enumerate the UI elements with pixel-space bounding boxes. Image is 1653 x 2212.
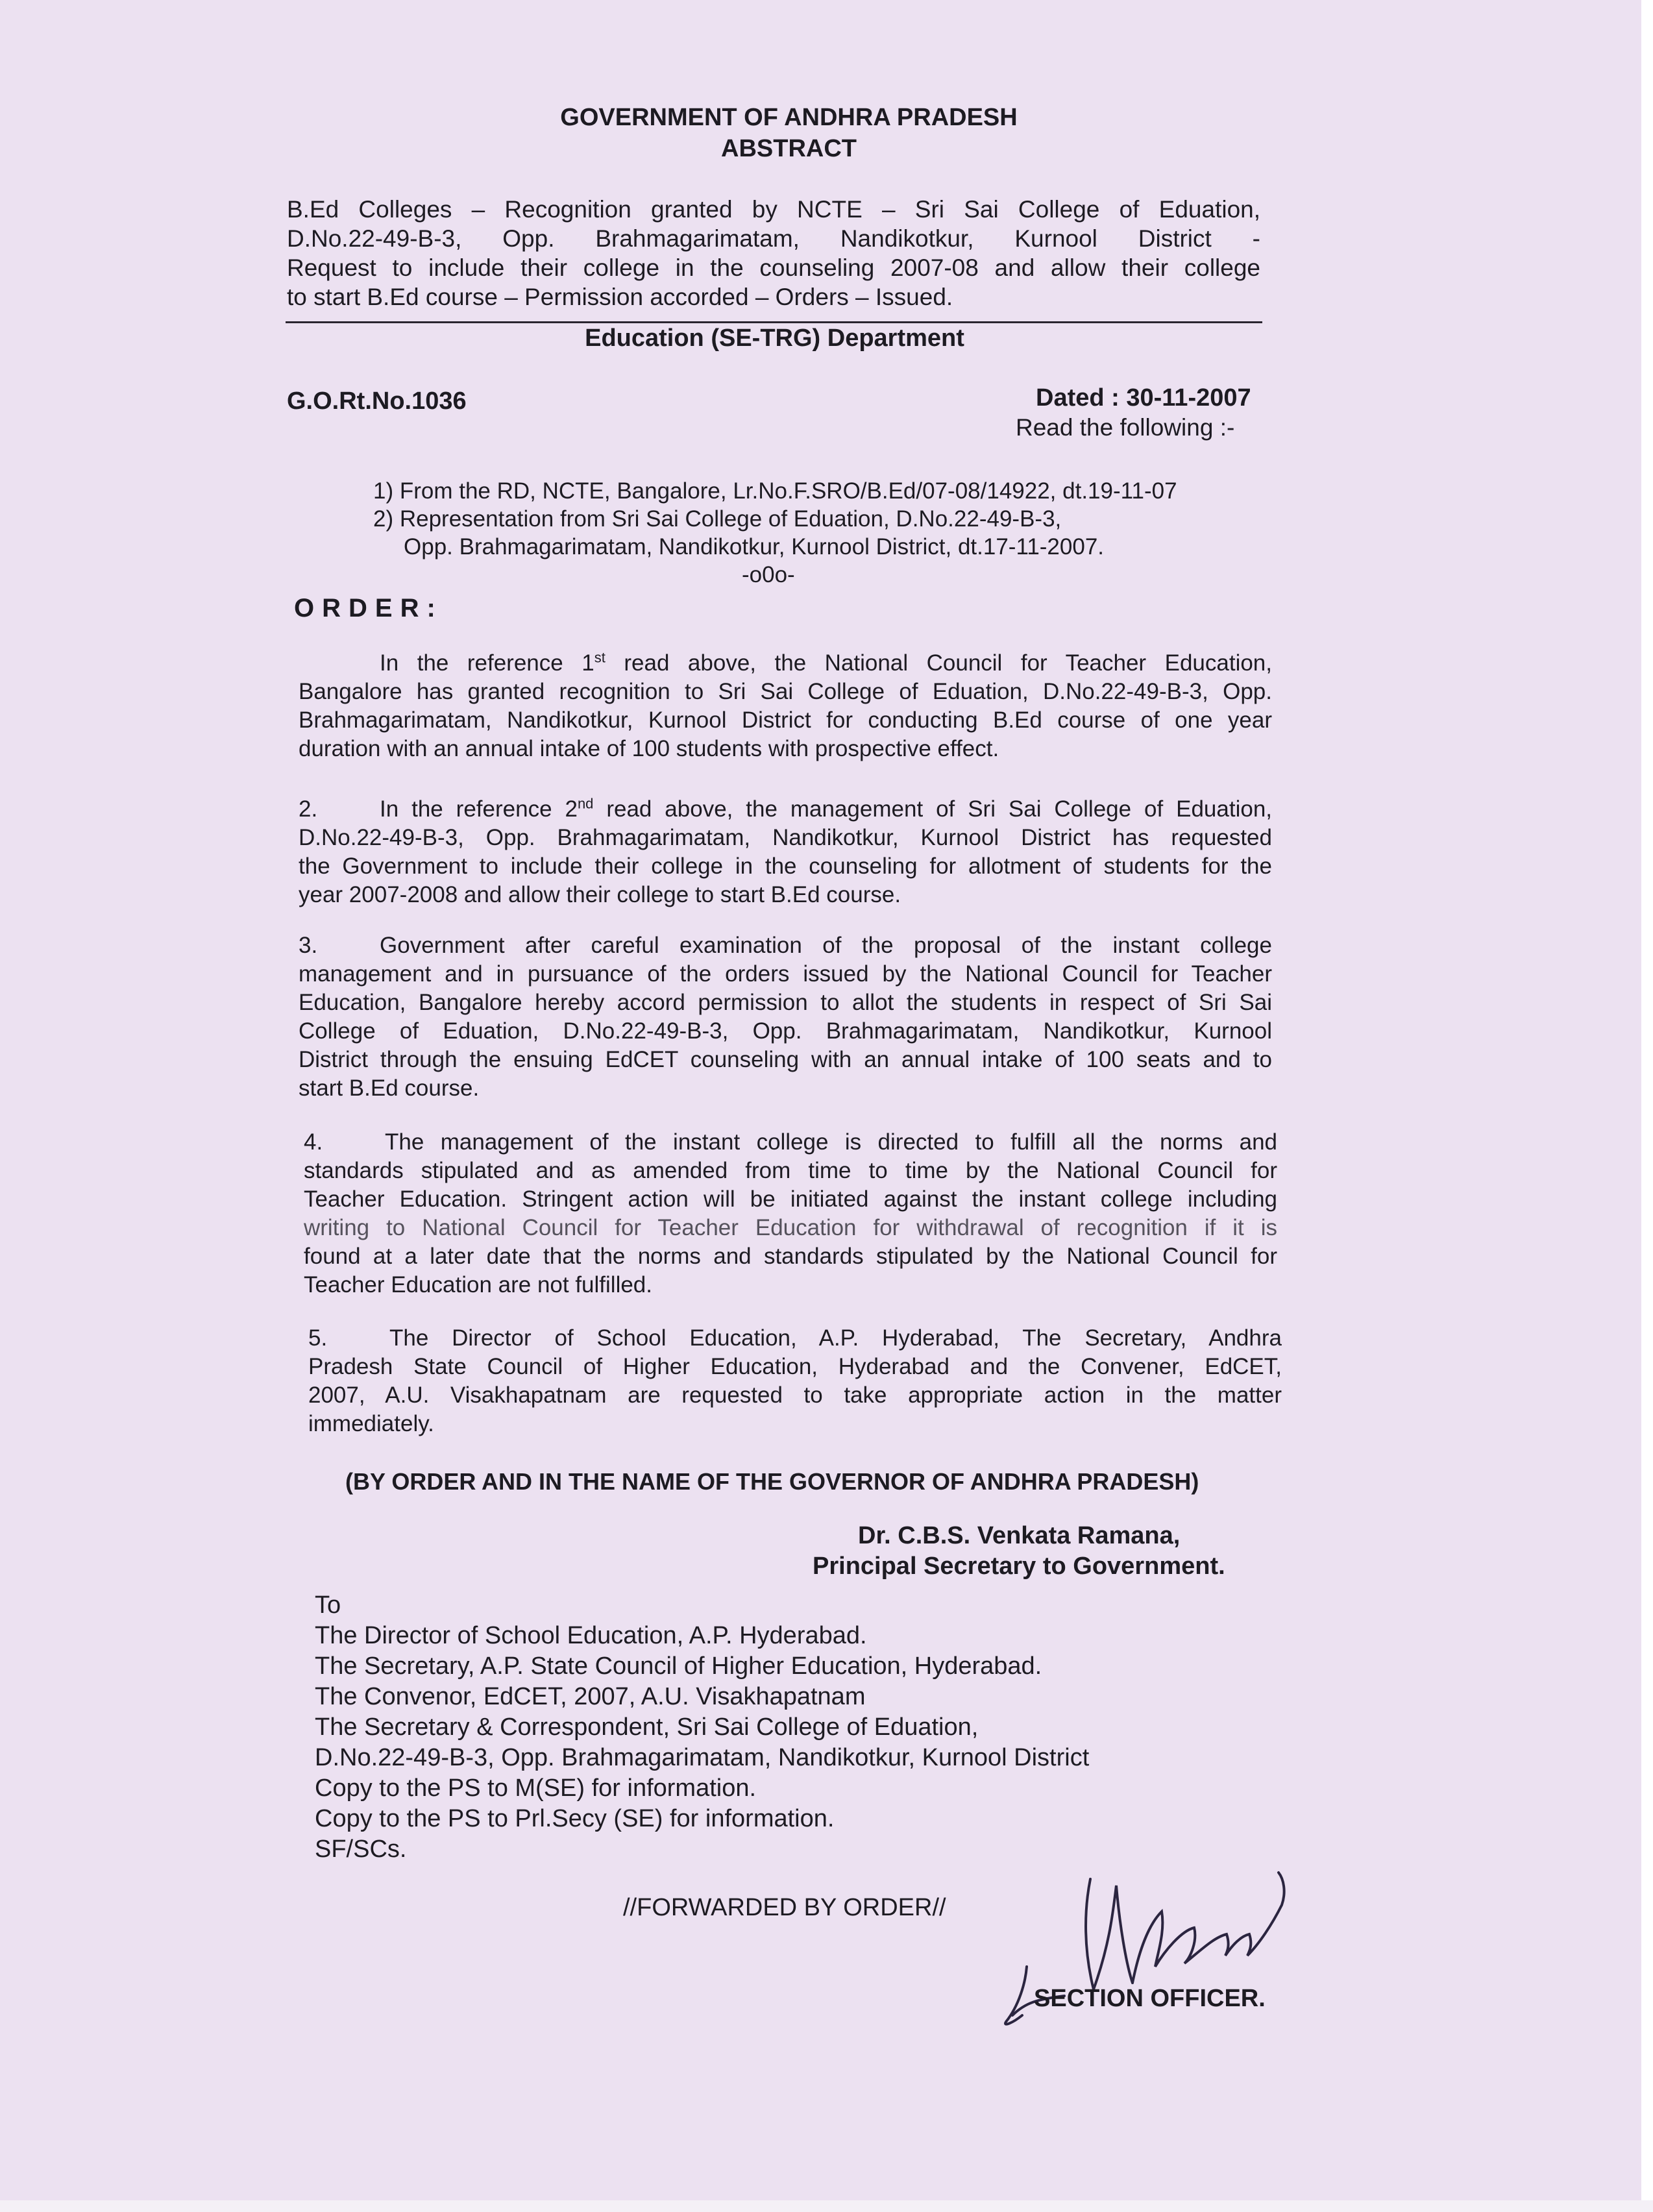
subject-underline bbox=[286, 321, 1262, 323]
paragraph-line: 2007, A.U. Visakhapatnam are requested to take appropriate action in the matter bbox=[308, 1382, 1282, 1408]
paragraph-line: duration with an annual intake of 100 students with prospective effect. bbox=[299, 736, 999, 761]
order-date: Dated : 30-11-2007 bbox=[1036, 384, 1251, 412]
section-officer: SECTION OFFICER. bbox=[1034, 1985, 1266, 2012]
paragraph-line: 3. Government after careful examination of the proposal of the instant college bbox=[299, 931, 1272, 960]
paragraph-5 bbox=[308, 1324, 1282, 1438]
distribution-line: The Convenor, EdCET, 2007, A.U. Visakhapatnam bbox=[315, 1683, 866, 1710]
distribution-line: Copy to the PS to Prl.Secy (SE) for information. bbox=[315, 1805, 835, 1832]
paragraph-line: Pradesh State Council of Higher Education, Hyderabad and the Convener, EdCET, bbox=[308, 1354, 1282, 1379]
paragraph-number: 5. bbox=[308, 1325, 328, 1351]
reference-1: 1) From the RD, NCTE, Bangalore, Lr.No.F.SRO/B.Ed/07-08/14922, dt.19-11-07 bbox=[373, 478, 1177, 504]
read-following: Read the following :- bbox=[1016, 414, 1235, 441]
department-heading: Education (SE-TRG) Department bbox=[585, 325, 964, 352]
subject-line: Request to include their college in the counseling 2007-08 and allow their college bbox=[287, 254, 1260, 281]
scan-edge bbox=[0, 2200, 1653, 2212]
reference-2: 2) Representation from Sri Sai College of Eduation, D.No.22-49-B-3, bbox=[373, 506, 1062, 532]
paragraph-line: College of Eduation, D.No.22-49-B-3, Opp. Brahmagarimatam, Nandikotkur, Kurnool bbox=[299, 1018, 1272, 1044]
paragraph-line: year 2007-2008 and allow their college to start B.Ed course. bbox=[299, 882, 901, 907]
scan-edge bbox=[1641, 0, 1653, 2212]
paragraph-line: 5. The Director of School Education, A.P. Hyderabad, The Secretary, Andhra bbox=[308, 1324, 1282, 1353]
paragraph-line: District through the ensuing EdCET counseling with an annual intake of 100 seats and to bbox=[299, 1047, 1272, 1072]
distribution-line: Copy to the PS to M(SE) for information. bbox=[315, 1775, 757, 1802]
subject-block bbox=[287, 195, 1260, 312]
paragraph-line: In the reference 1st read above, the National Council for Teacher Education, bbox=[380, 649, 1272, 676]
distribution-line: The Director of School Education, A.P. Hyderabad. bbox=[315, 1622, 867, 1649]
paragraph-line: writing to National Council for Teacher Education for withdrawal of recognition if it is bbox=[304, 1215, 1277, 1240]
distribution-line: SF/SCs. bbox=[315, 1836, 407, 1863]
distribution-line: D.No.22-49-B-3, Opp. Brahmagarimatam, Nandikotkur, Kurnool District bbox=[315, 1744, 1090, 1771]
reference-2-continued: Opp. Brahmagarimatam, Nandikotkur, Kurnool District, dt.17-11-2007. bbox=[404, 534, 1105, 559]
paragraph-line: start B.Ed course. bbox=[299, 1075, 480, 1101]
distribution-list bbox=[315, 1590, 1089, 1865]
order-heading: ORDER: bbox=[294, 594, 443, 622]
separator: -o0o- bbox=[742, 562, 795, 587]
paragraph-line: the Government to include their college in the counseling for allotment of students for the bbox=[299, 854, 1272, 879]
paragraph-1 bbox=[299, 649, 1272, 763]
paragraph-number: 3. bbox=[299, 933, 318, 958]
signatory-name: Dr. C.B.S. Venkata Ramana, bbox=[858, 1522, 1181, 1549]
paragraph-line: immediately. bbox=[308, 1411, 434, 1436]
subject-line: B.Ed Colleges – Recognition granted by NCTE – Sri Sai College of Eduation, bbox=[287, 196, 1260, 223]
by-order-line: (BY ORDER AND IN THE NAME OF THE GOVERNOR OF ANDHRA PRADESH) bbox=[345, 1468, 1199, 1495]
distribution-line: The Secretary, A.P. State Council of Higher Education, Hyderabad. bbox=[315, 1653, 1042, 1680]
paragraph-3 bbox=[299, 931, 1272, 1103]
paragraph-line: 4. The management of the instant college is directed to fulfill all the norms and bbox=[304, 1128, 1277, 1157]
paragraph-line: 2. In the reference 2nd read above, the management of Sri Sai College of Eduation, bbox=[299, 795, 1272, 824]
paragraph-line: Bangalore has granted recognition to Sri Sai College of Eduation, D.No.22-49-B-3, Opp. bbox=[299, 679, 1272, 704]
signatory-title: Principal Secretary to Government. bbox=[813, 1553, 1225, 1580]
paragraph-number: 4. bbox=[304, 1129, 323, 1155]
paragraph-line: management and in pursuance of the orders issued by the National Council for Teacher bbox=[299, 961, 1272, 987]
paragraph-line: Brahmagarimatam, Nandikotkur, Kurnool District for conducting B.Ed course of one year bbox=[299, 707, 1272, 733]
subject-line: D.No.22-49-B-3, Opp. Brahmagarimatam, Nandikotkur, Kurnool District - bbox=[287, 225, 1260, 252]
paragraph-line: standards stipulated and as amended from time to time by the National Council for bbox=[304, 1158, 1277, 1183]
paragraph-number: 2. bbox=[299, 796, 318, 822]
go-number: G.O.Rt.No.1036 bbox=[287, 387, 467, 415]
paragraph-line: Teacher Education. Stringent action will be initiated against the instant college including bbox=[304, 1186, 1277, 1212]
distribution-line: The Secretary & Correspondent, Sri Sai College of Eduation, bbox=[315, 1714, 979, 1741]
subject-line: to start B.Ed course – Permission accorded – Orders – Issued. bbox=[287, 284, 953, 310]
document-title: GOVERNMENT OF ANDHRA PRADESH bbox=[560, 104, 1018, 131]
paragraph-line: D.No.22-49-B-3, Opp. Brahmagarimatam, Nandikotkur, Kurnool District has requested bbox=[299, 825, 1272, 850]
document-subtitle: ABSTRACT bbox=[721, 135, 857, 162]
paragraph-4 bbox=[304, 1128, 1277, 1299]
paragraph-line: Teacher Education are not fulfilled. bbox=[304, 1272, 652, 1297]
forwarded-by-order: //FORWARDED BY ORDER// bbox=[623, 1894, 946, 1921]
paragraph-line: Education, Bangalore hereby accord permission to allot the students in respect of Sri Sai bbox=[299, 990, 1272, 1015]
distribution-line: To bbox=[315, 1591, 341, 1619]
paragraph-line: found at a later date that the norms and standards stipulated by the National Council for bbox=[304, 1244, 1277, 1269]
paragraph-2 bbox=[299, 795, 1272, 909]
